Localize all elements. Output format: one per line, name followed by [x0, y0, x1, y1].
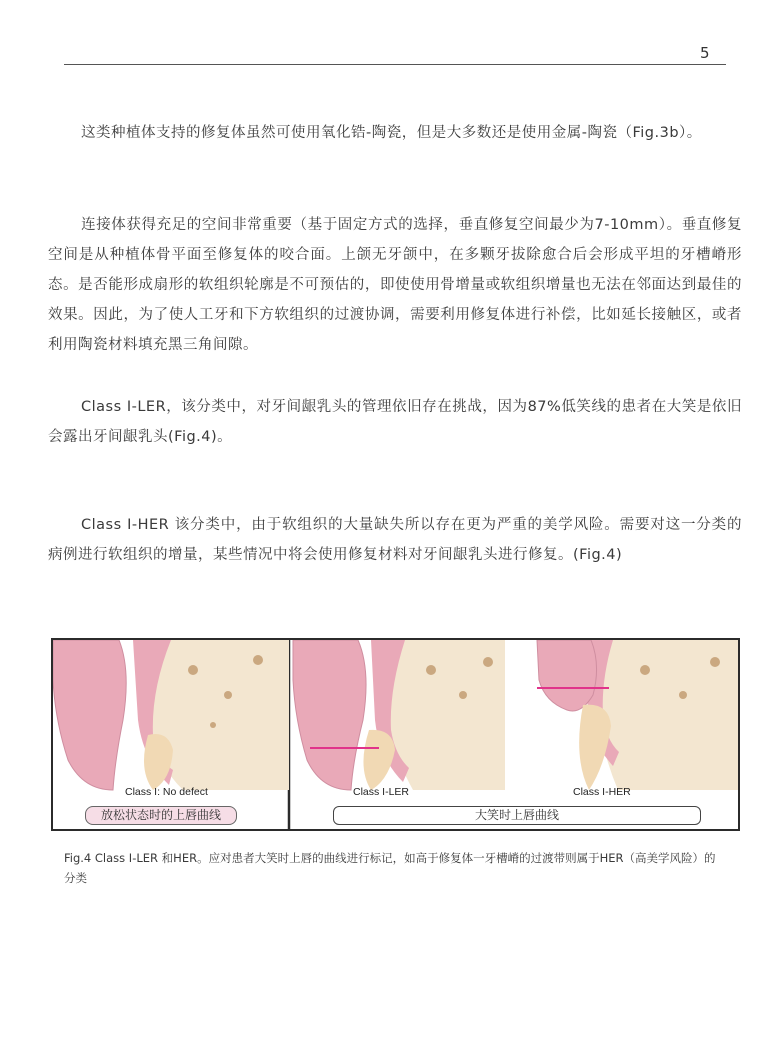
- panel-2-drawing: [293, 640, 505, 790]
- header-rule: [64, 64, 726, 65]
- figure-4: [51, 638, 740, 831]
- panel-label-no-defect: Class I: No defect: [125, 786, 208, 798]
- page-number: 5: [700, 44, 710, 62]
- paragraph-1-text: 这类种植体支持的修复体虽然可使用氧化锆-陶瓷，但是大多数还是使用金属-陶瓷（Fig.3b）。: [81, 125, 702, 141]
- paragraph-3: [48, 392, 742, 452]
- figure-caption: Fig.4 Class I-LER 和HER。应对患者大笑时上唇的曲线进行标记，如高于修复体一牙槽嵴的过渡带则属于HER（高美学风险）的分类: [64, 851, 716, 885]
- figure-illustration: [53, 640, 740, 831]
- panel-1-drawing: [53, 640, 289, 790]
- paragraph-2: [48, 210, 742, 360]
- paragraph-1: [48, 118, 742, 148]
- paragraph-4-text: Class I-HER 该分类中，由于软组织的大量缺失所以存在更为严重的美学风险。需要对这一分类的病例进行软组织的增量，某些情况中将会使用修复材料对牙间龈乳头进行修复。(Fig.4): [48, 517, 742, 563]
- smile-lip-label: 大笑时上唇曲线: [333, 806, 701, 825]
- paragraph-2-text: 连接体获得充足的空间非常重要（基于固定方式的选择，垂直修复空间最少为7-10mm）。垂直修复空间是从种植体骨平面至修复体的咬合面。上颌无牙颌中，在多颗牙拔除愈合后会形成平坦的牙槽嵴形态。是否能形成扇形的软组织轮廓是不可预估的，即使使用骨增量或软组织增量也无法在邻面达到最佳的效果。因此，为了使人工牙和下方软组织的过渡协调，需要利用修复体进行补偿，比如延长接触区，或者利用陶瓷材料填充黑三角间隙。: [48, 217, 742, 353]
- panel-label-ler: Class I-LER: [353, 786, 410, 798]
- panel-label-her: Class I-HER: [573, 786, 631, 798]
- paragraph-4: [48, 510, 742, 570]
- relaxed-lip-label: 放松状态时的上唇曲线: [85, 806, 237, 825]
- paragraph-3-text: Class I-LER，该分类中，对牙间龈乳头的管理依旧存在挑战，因为87%低笑线的患者在大笑是依旧会露出牙间龈乳头(Fig.4)。: [48, 399, 742, 445]
